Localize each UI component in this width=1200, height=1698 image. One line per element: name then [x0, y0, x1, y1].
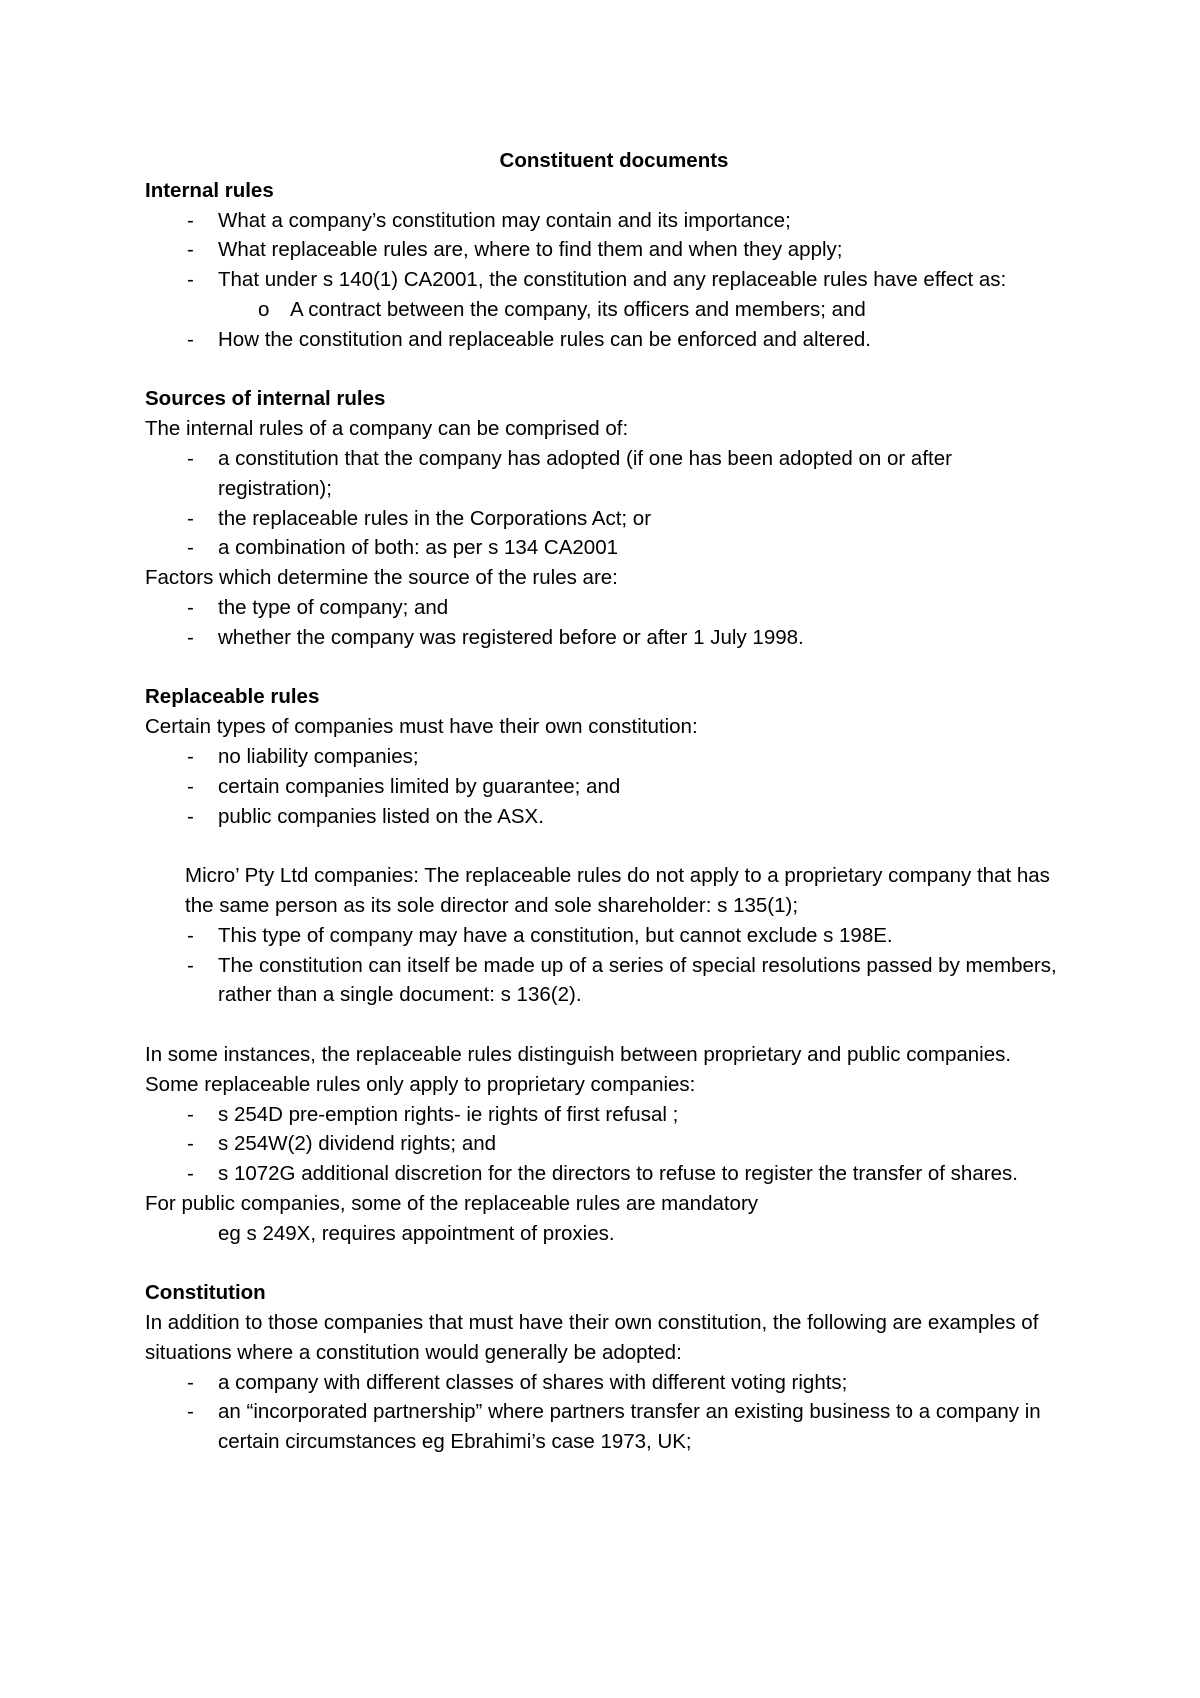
sub-list-item: o A contract between the company, its officers and members; and — [145, 295, 1065, 325]
list-item: - a combination of both: as per s 134 CA2001 — [145, 533, 1065, 563]
distinguish-paragraph: In some instances, the replaceable rules distinguish between proprietary and public companies. — [145, 1042, 1012, 1066]
document-title: Constituent documents — [499, 149, 729, 172]
public-paragraph: For public companies, some of the replaceable rules are mandatory — [145, 1191, 759, 1215]
internal-rules-heading: Internal rules — [145, 178, 274, 202]
list-item: - The constitution can itself be made up of a series of special resolutions passed by members, rather than a single document: s 136(2). — [145, 951, 1065, 1011]
constitution-heading: Constitution — [145, 1281, 266, 1305]
micro-list — [145, 921, 1065, 1010]
list-item: - What a company’s constitution may contain and its importance; — [145, 206, 1065, 236]
sources-intro: The internal rules of a company can be comprised of: — [145, 417, 629, 441]
list-item: - no liability companies; — [145, 742, 1065, 772]
list-item: - whether the company was registered before or after 1 July 1998. — [145, 623, 1065, 653]
list-item: - s 254D pre-emption rights- ie rights of first refusal ; — [145, 1100, 1065, 1130]
document-page — [145, 146, 1065, 1457]
list-item: - certain companies limited by guarantee; and — [145, 772, 1065, 802]
public-example: eg s 249X, requires appointment of proxies. — [218, 1221, 615, 1245]
list-item: - an “incorporated partnership” where partners transfer an existing business to a company in certain circumstances eg Ebrahimi’s case 1973, UK; — [145, 1397, 1065, 1457]
list-item: - How the constitution and replaceable rules can be enforced and altered. — [145, 325, 1065, 355]
list-item: - s 1072G additional discretion for the directors to refuse to register the transfer of shares. — [145, 1159, 1065, 1189]
factors-list — [145, 593, 1065, 653]
constitution-intro: In addition to those companies that must have their own constitution, the following are examples of situations where a constitution would generally be adopted: — [145, 1311, 1039, 1364]
proprietary-intro: Some replaceable rules only apply to proprietary companies: — [145, 1072, 696, 1096]
spacer — [145, 1010, 1065, 1040]
internal-rules-sublist — [145, 295, 1065, 325]
list-item: - a constitution that the company has adopted (if one has been adopted on or after registration); — [145, 444, 1065, 504]
list-item: - the replaceable rules in the Corporations Act; or — [145, 504, 1065, 534]
internal-rules-list-cont — [145, 325, 1065, 355]
list-item: - This type of company may have a constitution, but cannot exclude s 198E. — [145, 921, 1065, 951]
list-item: - s 254W(2) dividend rights; and — [145, 1129, 1065, 1159]
sources-list — [145, 444, 1065, 563]
list-item: - the type of company; and — [145, 593, 1065, 623]
list-item: - What replaceable rules are, where to find them and when they apply; — [145, 235, 1065, 265]
replaceable-list — [145, 742, 1065, 831]
list-item: - That under s 140(1) CA2001, the constitution and any replaceable rules have effect as: — [145, 265, 1065, 295]
spacer — [145, 831, 1065, 861]
replaceable-heading: Replaceable rules — [145, 685, 320, 709]
constitution-list — [145, 1368, 1065, 1457]
micro-paragraph: Micro’ Pty Ltd companies: The replaceable rules do not apply to a proprietary company that has the same person as its sole director and sole shareholder: s 135(1); — [185, 864, 1050, 917]
replaceable-intro: Certain types of companies must have their own constitution: — [145, 715, 698, 739]
spacer — [145, 355, 1065, 385]
spacer — [145, 653, 1065, 683]
spacer — [145, 1248, 1065, 1278]
list-item: - a company with different classes of shares with different voting rights; — [145, 1368, 1065, 1398]
sources-heading: Sources of internal rules — [145, 387, 386, 411]
list-item: - public companies listed on the ASX. — [145, 802, 1065, 832]
proprietary-list — [145, 1100, 1065, 1189]
factors-intro: Factors which determine the source of the rules are: — [145, 566, 618, 590]
internal-rules-list — [145, 206, 1065, 295]
